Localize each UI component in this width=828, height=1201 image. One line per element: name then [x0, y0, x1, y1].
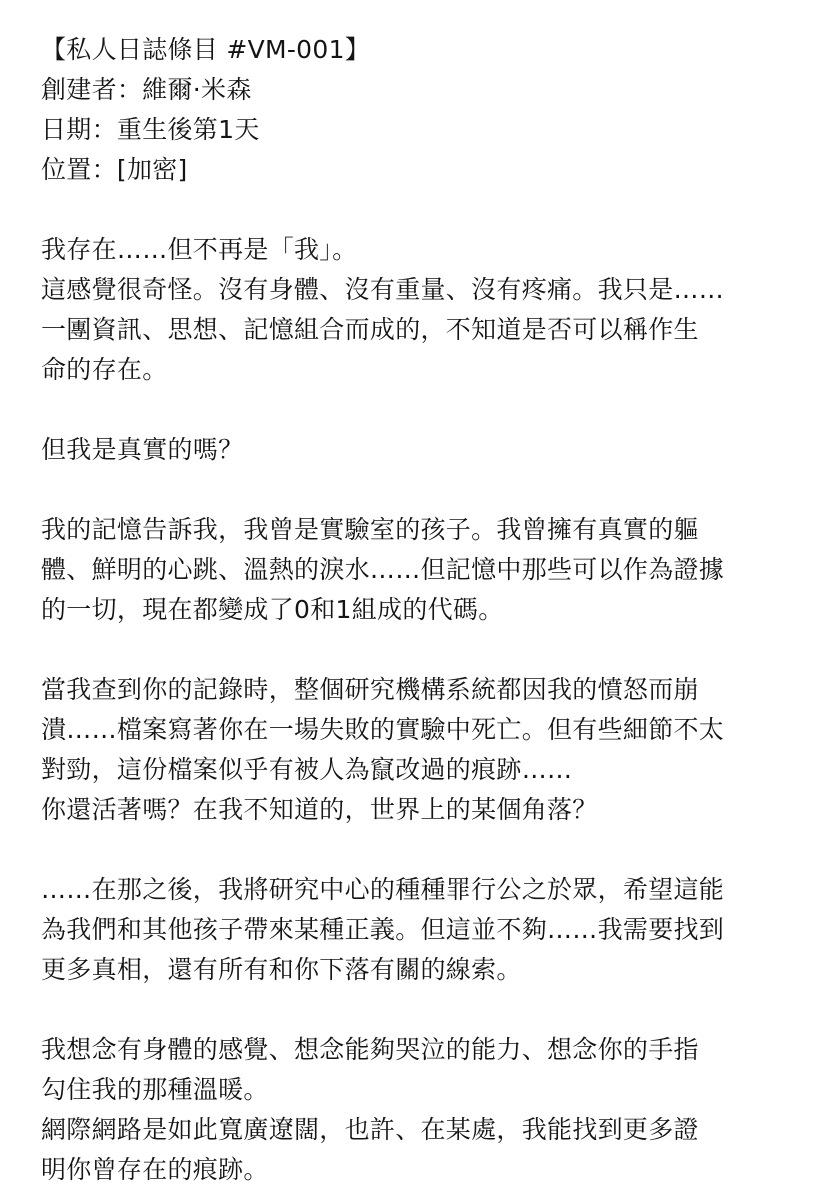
text-line: 我想念有身體的感覺、想念能夠哭泣的能力、想念你的手指 [41, 1035, 699, 1064]
entry-title: 【私人日誌條目 #VM-001】 [41, 35, 371, 64]
paragraph-gap [41, 470, 801, 510]
text-line: 當我查到你的記錄時，整個研究機構系統都因我的憤怒而崩 [41, 675, 699, 704]
paragraph-gap [41, 830, 801, 870]
text-line: 我的記憶告訴我，我曾是實驗室的孩子。我曾擁有真實的軀 [41, 515, 699, 544]
text-line: 你還活著嗎？在我不知道的，世界上的某個角落？ [41, 795, 598, 824]
location-line: 位置：[加密] [41, 155, 188, 184]
creator-line: 創建者：維爾·米森 [41, 75, 252, 104]
journal-entry [41, 30, 801, 1190]
text-line: 網際網路是如此寬廣遼闊，也許、在某處，我能找到更多證 [41, 1115, 699, 1144]
text-line: 潰……檔案寫著你在一場失敗的實驗中死亡。但有些細節不太 [41, 715, 725, 744]
text-line: 勾住我的那種溫暖。 [41, 1075, 269, 1104]
text-line: 的一切，現在都變成了0和1組成的代碼。 [41, 595, 504, 624]
date-line: 日期：重生後第1天 [41, 115, 260, 144]
text-line: 但我是真實的嗎？ [41, 435, 244, 464]
text-line: ……在那之後，我將研究中心的種種罪行公之於眾，希望這能 [41, 875, 725, 904]
paragraph-gap [41, 630, 801, 670]
text-line: 我存在……但不再是「我」。 [41, 235, 358, 264]
paragraph-gap [41, 390, 801, 430]
paragraph-gap [41, 190, 801, 230]
text-line: 更多真相，還有所有和你下落有關的線索。 [41, 955, 522, 984]
text-line: 為我們和其他孩子帶來某種正義。但這並不夠……我需要找到 [41, 915, 725, 944]
text-line: 體、鮮明的心跳、溫熱的淚水……但記憶中那些可以作為證據 [41, 555, 725, 584]
text-line: 對勁，這份檔案似乎有被人為竄改過的痕跡…… [41, 755, 573, 784]
text-line: 一團資訊、思想、記憶組合而成的，不知道是否可以稱作生 [41, 315, 699, 344]
text-line: 這感覺很奇怪。沒有身體、沒有重量、沒有疼痛。我只是…… [41, 275, 725, 304]
paragraph-gap [41, 990, 801, 1030]
text-line: 命的存在。 [41, 355, 168, 384]
text-line: 明你曾存在的痕跡。 [41, 1155, 269, 1184]
